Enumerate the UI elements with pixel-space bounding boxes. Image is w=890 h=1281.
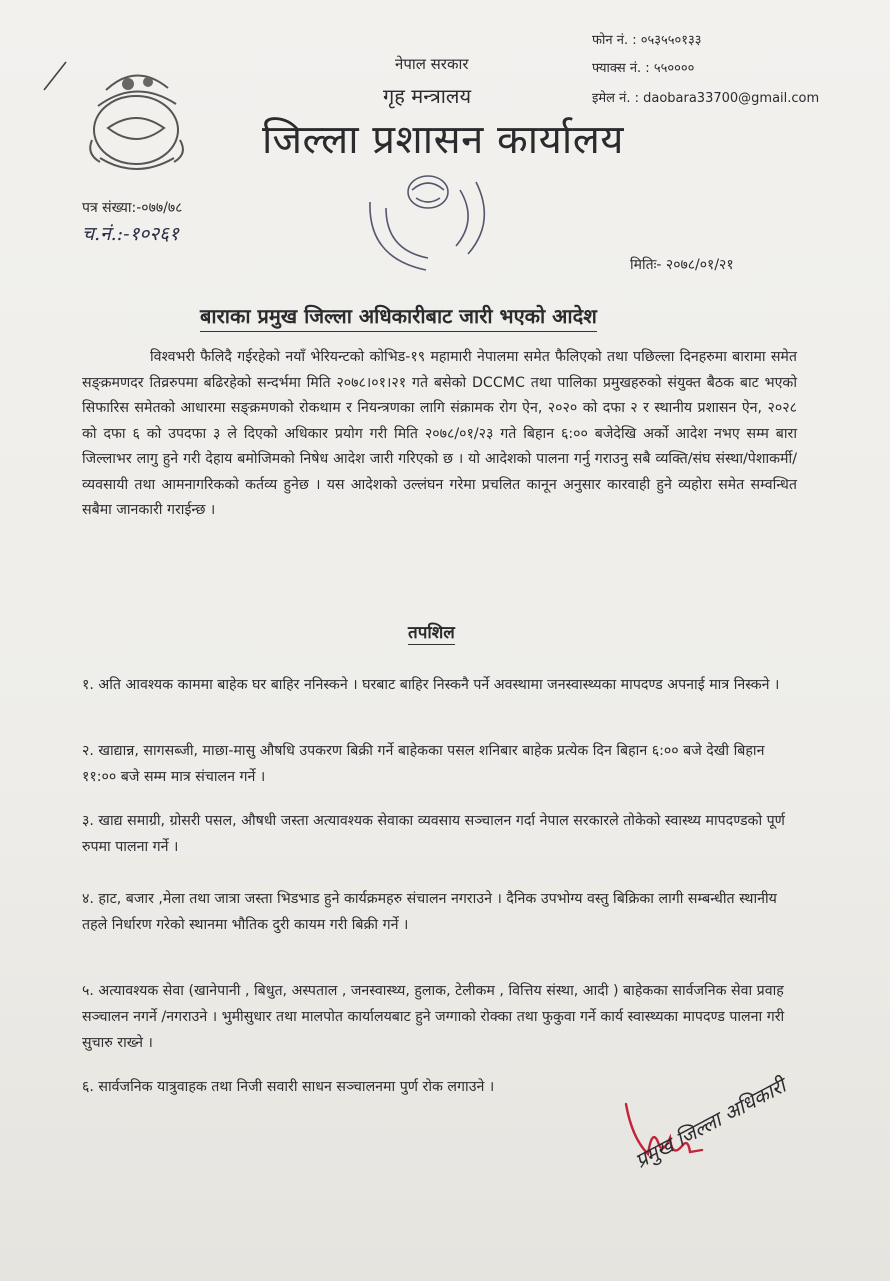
order-item-3: ३. खाद्य समाग्री, ग्रोसरी पसल, औषधी जस्ता अत्यावश्यक सेवाका व्यवसाय सञ्चालन गर्दा नेपाल सरकारले तोकेको स्वास्थ्य मापदण्डको पूर्ण रुपमा पालना गर्ने । xyxy=(82,813,785,855)
government-emblem-icon xyxy=(78,58,194,182)
government-name: नेपाल सरकार xyxy=(395,55,469,73)
order-item-4: ४. हाट, बजार ,मेला तथा जात्रा जस्ता भिडभाड हुने कार्यक्रमहरु संचालन नगराउने । दैनिक उपभोग्य वस्तु बिक्रिका लागी सम्बन्धीत स्थानीय तहले निर्धारण गरेको स्थानमा भौतिक दुरी कायम गरी बिक्री गर्ने । xyxy=(82,891,777,933)
letter-subject: बाराका प्रमुख जिल्ला अधिकारीबाट जारी भएको आदेश xyxy=(200,302,597,332)
letter-number: पत्र संख्या:-०७७/७८ xyxy=(82,200,183,216)
email-address: इमेल नं. : daobara33700@gmail.com xyxy=(592,91,820,106)
office-stamp-icon xyxy=(356,162,506,280)
ministry-name: गृह मन्त्रालय xyxy=(383,84,472,108)
dispatch-number: च.नं.:-१०२६१ xyxy=(82,223,179,245)
fax-number: फ्याक्स नं. : ५५०००० xyxy=(592,61,695,76)
order-item-6: ६. सार्वजनिक यात्रुवाहक तथा निजी सवारी साधन सञ्चालनमा पुर्ण रोक लगाउने । xyxy=(82,1079,495,1095)
letter-date: मितिः- २०७८/०१/२१ xyxy=(630,257,734,273)
office-name: जिल्ला प्रशासन कार्यालय xyxy=(262,117,625,163)
order-item-2: २. खाद्यान्न, सागसब्जी, माछा-मासु औषधि उपकरण बिक्री गर्ने बाहेकका पसल शनिबार बाहेक प्रत्येक दिन बिहान ६:०० बजे देखी बिहान ११:०० बजे सम्म मात्र संचालन गर्ने । xyxy=(82,743,765,785)
details-heading: तपशिल xyxy=(408,620,455,645)
order-item-1: १. अति आवश्यक काममा बाहेक घर बाहिर ननिस्कने । घरबाट बाहिर निस्कनै पर्ने अवस्थामा जनस्वास्थ्यका मापदण्ड अपनाई मात्र निस्कने । xyxy=(82,677,780,693)
phone-number: फोन नं. : ०५३५५०१३३ xyxy=(592,33,702,48)
order-body: विश्वभरी फैलिदै गईरहेको नयाँ भेरियन्टको कोभिड-१९ महामारी नेपालमा समेत फैलिएको तथा पछिल्ला दिनहरुमा बारामा समेत सङ्क्रमणदर तिव्ररुपमा बढिरहेको सन्दर्भमा मिति २०७८।०१।२१ गते बसेको DCCMC तथा पालिका प्रमुखहरुको संयुक्त बैठक बाट भएको सिफारिस समेतको आधारमा सङ्क्रमणको रोकथाम र नियन्त्रणका लागि संक्रामक रोग ऐन, २०२० को दफा २ र स्थानीय प्रशासन ऐन, २०२८ को दफा ६ को उपदफा ३ ले दिएको अधिकार प्रयोग गरी मिति २०७८/०१/२३ गते बिहान ६:०० बजेदेखि अर्को आदेश नभए सम्म बारा जिल्लाभर लागु हुने गरी देहाय बमोजिमको निषेध आदेश जारी गरिएको छ । यो आदेशको पालना गर्नु गराउनु सबै व्यक्ति/संघ संस्था/पेशाकर्मी/व्यवसायी तथा आमनागरिकको कर्तव्य हुनेछ । यस आदेशको उल्लंघन गरेमा प्रचलित कानून अनुसार कारवाही हुने व्यहोरा समेत सम्वन्धित सबैमा जानकारी गराईन्छ । xyxy=(82,349,797,518)
officer-designation: प्रमुख जिल्ला अधिकारी xyxy=(630,1073,790,1173)
margin-pen-mark xyxy=(40,60,68,94)
order-item-5: ५. अत्यावश्यक सेवा (खानेपानी , बिधुत, अस्पताल , जनस्वास्थ्य, हुलाक, टेलीकम , वित्तिय संस्था, आदी ) बाहेकका सार्वजनिक सेवा प्रवाह सञ्चालन नगर्ने /नगराउने । भुमीसुधार तथा मालपोत कार्यालयबाट हुने जग्गाको रोक्का तथा फुकुवा गर्ने कार्य स्वास्थ्यका मापदण्ड पालना गरी सुचारु राख्ने । xyxy=(82,983,785,1051)
